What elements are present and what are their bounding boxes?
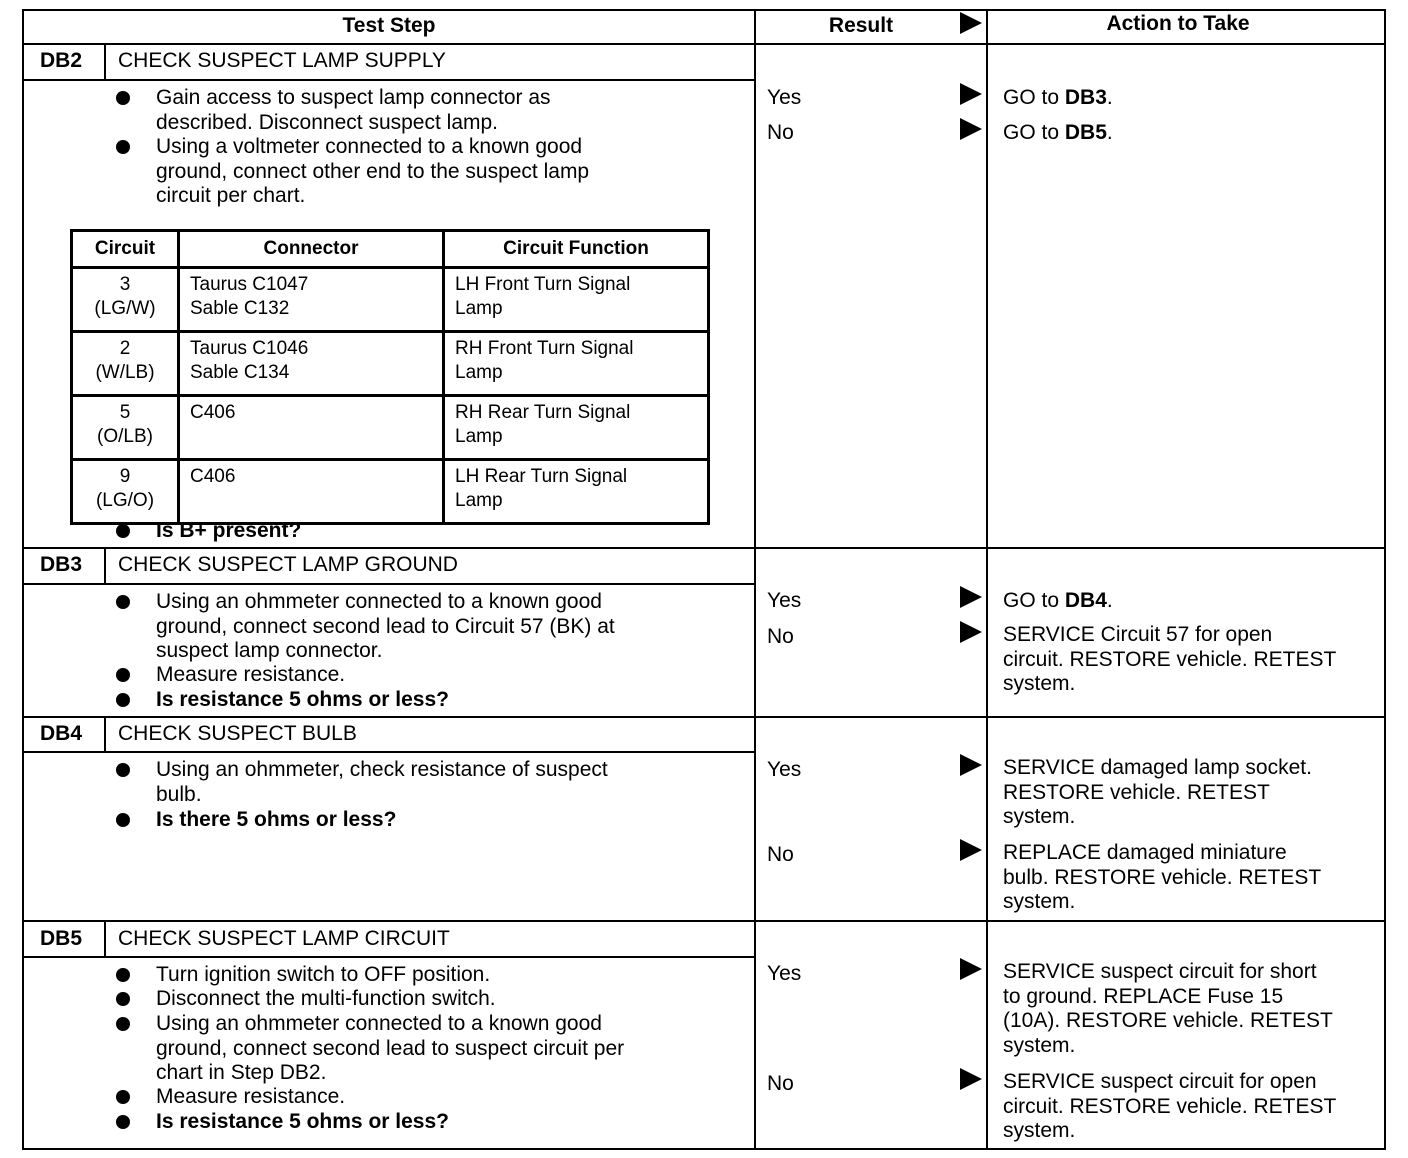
header-action: Action to Take [1106, 12, 1250, 35]
step-id: DB3 [40, 553, 83, 576]
bullet-icon [116, 91, 130, 105]
header-result: Result [828, 14, 894, 37]
col-header-circuit: Circuit [72, 231, 179, 268]
circuit-cell: 3 (LG/W) [72, 268, 179, 332]
step-bullet: Using an ohmmeter connected to a known good ground, connect second lead to Circuit 57 (BK) at suspect lamp connector. [156, 590, 615, 662]
id-sep-db2 [104, 43, 106, 80]
title-line-db3 [22, 583, 755, 585]
bullet-icon [116, 1115, 130, 1129]
arrow-icon [960, 958, 982, 980]
action-text: GO to DB3. [1003, 86, 1113, 109]
step-title: CHECK SUSPECT LAMP SUPPLY [118, 49, 446, 72]
connector-cell: Taurus C1047 Sable C132 [179, 268, 444, 332]
function-cell: RH Front Turn Signal Lamp [444, 332, 709, 396]
action-text: SERVICE suspect circuit for open circuit. RESTORE vehicle. RETEST system. [1003, 1070, 1337, 1142]
step-title: CHECK SUSPECT BULB [118, 722, 357, 745]
circuit-cell: 2 (W/LB) [72, 332, 179, 396]
col-sep-result [754, 9, 756, 1150]
action-text: SERVICE damaged lamp socket. RESTORE vehicle. RETEST system. [1003, 756, 1312, 828]
step-bullet: Turn ignition switch to OFF position. [156, 963, 491, 986]
circuit-table [70, 229, 710, 525]
action-text: GO to DB4. [1003, 589, 1113, 612]
arrow-icon [960, 586, 982, 608]
result-yes: Yes [767, 86, 802, 109]
result-no: No [767, 1072, 794, 1095]
table-row [72, 268, 709, 332]
bullet-icon [116, 1017, 130, 1031]
title-line-db5 [22, 956, 755, 958]
bullet-icon [116, 693, 130, 707]
arrow-icon [960, 12, 982, 34]
arrow-icon [960, 839, 982, 861]
header-divider [22, 43, 1386, 45]
bullet-icon [116, 140, 130, 154]
bullet-icon [116, 763, 130, 777]
result-no: No [767, 625, 794, 648]
result-no: No [767, 843, 794, 866]
title-line-db2 [22, 79, 755, 81]
function-cell: RH Rear Turn Signal Lamp [444, 396, 709, 460]
col-header-function: Circuit Function [444, 231, 709, 268]
action-text: GO to DB5. [1003, 121, 1113, 144]
frame-left [22, 9, 24, 1150]
step-bullet: Using a voltmeter connected to a known good ground, connect other end to the suspect lamp circuit per chart. [156, 135, 590, 207]
function-cell: LH Front Turn Signal Lamp [444, 268, 709, 332]
table-row [72, 332, 709, 396]
step-id: DB2 [40, 49, 83, 72]
step-question: Is there 5 ohms or less? [156, 808, 397, 831]
step-bullet: Gain access to suspect lamp connector as described. Disconnect suspect lamp. [156, 86, 551, 134]
result-no: No [767, 121, 794, 144]
connector-cell: C406 [179, 396, 444, 460]
result-yes: Yes [767, 962, 802, 985]
connector-cell: Taurus C1046 Sable C134 [179, 332, 444, 396]
table-row [72, 396, 709, 460]
circuit-cell: 5 (O/LB) [72, 396, 179, 460]
id-sep-db5 [104, 920, 106, 957]
bullet-icon [116, 524, 130, 538]
table-row [72, 460, 709, 524]
id-sep-db4 [104, 716, 106, 752]
arrow-icon [960, 1068, 982, 1090]
function-cell: LH Rear Turn Signal Lamp [444, 460, 709, 524]
divider-db4 [22, 716, 1386, 718]
id-sep-db3 [104, 547, 106, 584]
col-header-connector: Connector [179, 231, 444, 268]
arrow-icon [960, 118, 982, 140]
step-question: Is resistance 5 ohms or less? [156, 1110, 449, 1133]
frame-bottom [22, 1148, 1386, 1150]
action-text: REPLACE damaged miniature bulb. RESTORE vehicle. RETEST system. [1003, 841, 1322, 913]
col-sep-action [986, 9, 988, 1150]
divider-db3 [22, 547, 1386, 549]
step-bullet: Measure resistance. [156, 663, 346, 686]
result-yes: Yes [767, 758, 802, 781]
arrow-icon [960, 621, 982, 643]
step-id: DB4 [40, 722, 83, 745]
frame-right [1384, 9, 1386, 1150]
divider-db5 [22, 920, 1386, 922]
bullet-icon [116, 992, 130, 1006]
connector-cell: C406 [179, 460, 444, 524]
header-test-step: Test Step [342, 14, 436, 37]
step-id: DB5 [40, 927, 83, 950]
step-bullet: Measure resistance. [156, 1085, 346, 1108]
step-title: CHECK SUSPECT LAMP CIRCUIT [118, 927, 450, 950]
arrow-icon [960, 754, 982, 776]
step-title: CHECK SUSPECT LAMP GROUND [118, 553, 458, 576]
bullet-icon [116, 813, 130, 827]
step-bullet: Using an ohmmeter, check resistance of suspect bulb. [156, 758, 608, 806]
step-bullet: Using an ohmmeter connected to a known good ground, connect second lead to suspect circuit per chart in Step DB2. [156, 1012, 625, 1084]
frame-top [22, 9, 1386, 11]
circuit-table-header [72, 231, 709, 268]
bullet-icon [116, 595, 130, 609]
arrow-icon [960, 83, 982, 105]
step-bullet: Disconnect the multi-function switch. [156, 987, 496, 1010]
circuit-cell: 9 (LG/O) [72, 460, 179, 524]
step-question: Is B+ present? [156, 519, 302, 542]
title-line-db4 [22, 751, 755, 753]
bullet-icon [116, 968, 130, 982]
action-text: SERVICE Circuit 57 for open circuit. RESTORE vehicle. RETEST system. [1003, 623, 1337, 695]
bullet-icon [116, 1090, 130, 1104]
bullet-icon [116, 668, 130, 682]
step-question: Is resistance 5 ohms or less? [156, 688, 449, 711]
action-text: SERVICE suspect circuit for short to ground. REPLACE Fuse 15 (10A). RESTORE vehicle. RETEST system. [1003, 960, 1333, 1057]
result-yes: Yes [767, 589, 802, 612]
